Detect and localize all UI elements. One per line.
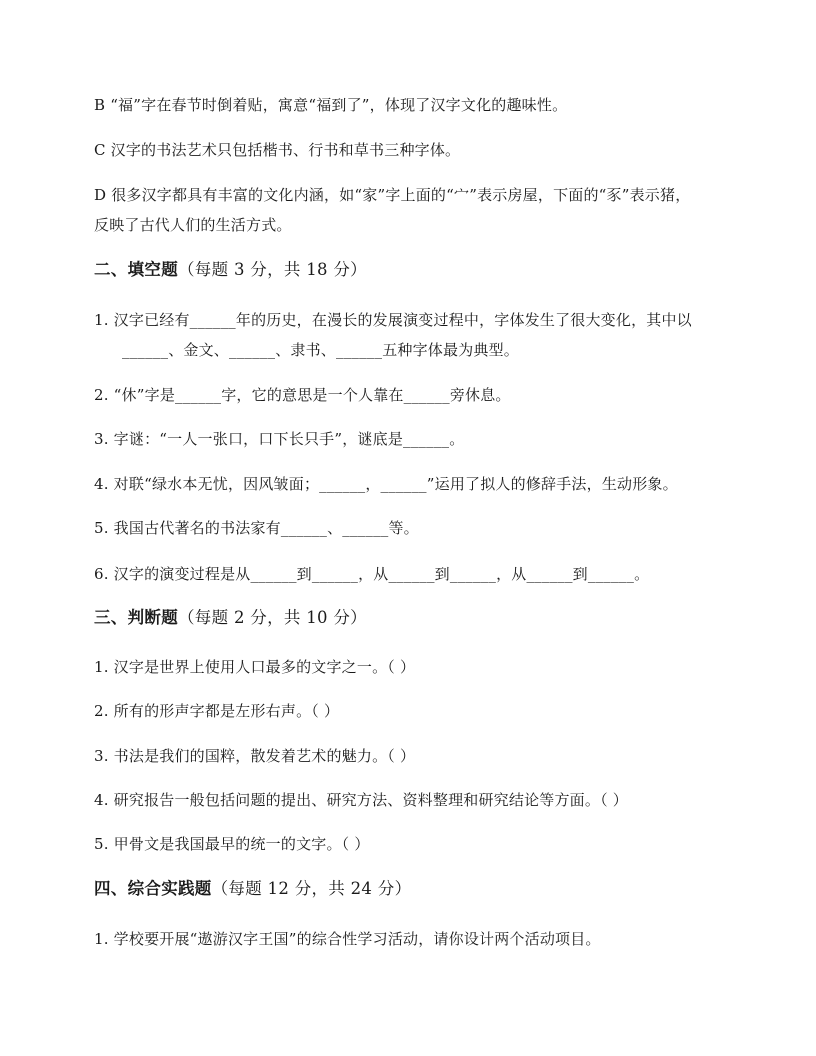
- judge-question-1: 1. 汉字是世界上使用人口最多的文字之一。（ ）: [94, 658, 416, 676]
- judge-question-5: 5. 甲骨文是我国最早的统一的文字。（ ）: [94, 835, 370, 853]
- choice-option-b: B “福”字在春节时倒着贴，寓意“福到了”，体现了汉字文化的趣味性。: [94, 96, 568, 114]
- section-four-heading: [94, 878, 411, 900]
- fill-question-3: 3. 字谜：“一人一张口，口下长只手”，谜底是______。: [94, 430, 465, 448]
- fill-question-1-line2: ______、金文、______、隶书、______五种字体最为典型。: [122, 341, 520, 359]
- fill-question-6: 6. 汉字的演变过程是从______到______，从______到______，从______到______。: [94, 565, 650, 583]
- fill-question-4: 4. 对联“绿水本无忧，因风皱面；______，______”运用了拟人的修辞手法，生动形象。: [94, 475, 678, 493]
- section-three-score-note: （每题 2 分，共 10 分）: [178, 608, 367, 627]
- fill-question-5: 5. 我国古代著名的书法家有______、______等。: [94, 519, 419, 537]
- section-three-heading: [94, 607, 367, 629]
- judge-question-4: 4. 研究报告一般包括问题的提出、研究方法、资料整理和研究结论等方面。（ ）: [94, 791, 628, 809]
- judge-question-3: 3. 书法是我们的国粹，散发着艺术的魅力。（ ）: [94, 747, 416, 765]
- judge-question-2: 2. 所有的形声字都是左形右声。（ ）: [94, 702, 340, 720]
- practice-question-1: 1. 学校要开展“遨游汉字王国”的综合性学习活动，请你设计两个活动项目。: [94, 930, 601, 948]
- choice-option-c: C 汉字的书法艺术只包括楷书、行书和草书三种字体。: [94, 141, 461, 159]
- choice-option-d-line1: D 很多汉字都具有丰富的文化内涵，如“家”字上面的“宀”表示房屋，下面的“豕”表示猪，: [94, 186, 691, 204]
- section-four-score-note: （每题 12 分，共 24 分）: [211, 879, 412, 898]
- section-two-heading: [94, 259, 367, 281]
- fill-question-2: 2. “休”字是______字，它的意思是一个人靠在______旁休息。: [94, 386, 511, 404]
- fill-question-1-line1: 1. 汉字已经有______年的历史，在漫长的发展演变过程中，字体发生了很大变化，其中以: [94, 311, 692, 329]
- section-three-title: 三、判断题: [94, 608, 178, 627]
- section-four-title: 四、综合实践题: [94, 879, 212, 898]
- choice-option-d-line2: 反映了古代人们的生活方式。: [94, 216, 292, 234]
- section-two-score-note: （每题 3 分，共 18 分）: [178, 260, 367, 279]
- section-two-title: 二、填空题: [94, 260, 178, 279]
